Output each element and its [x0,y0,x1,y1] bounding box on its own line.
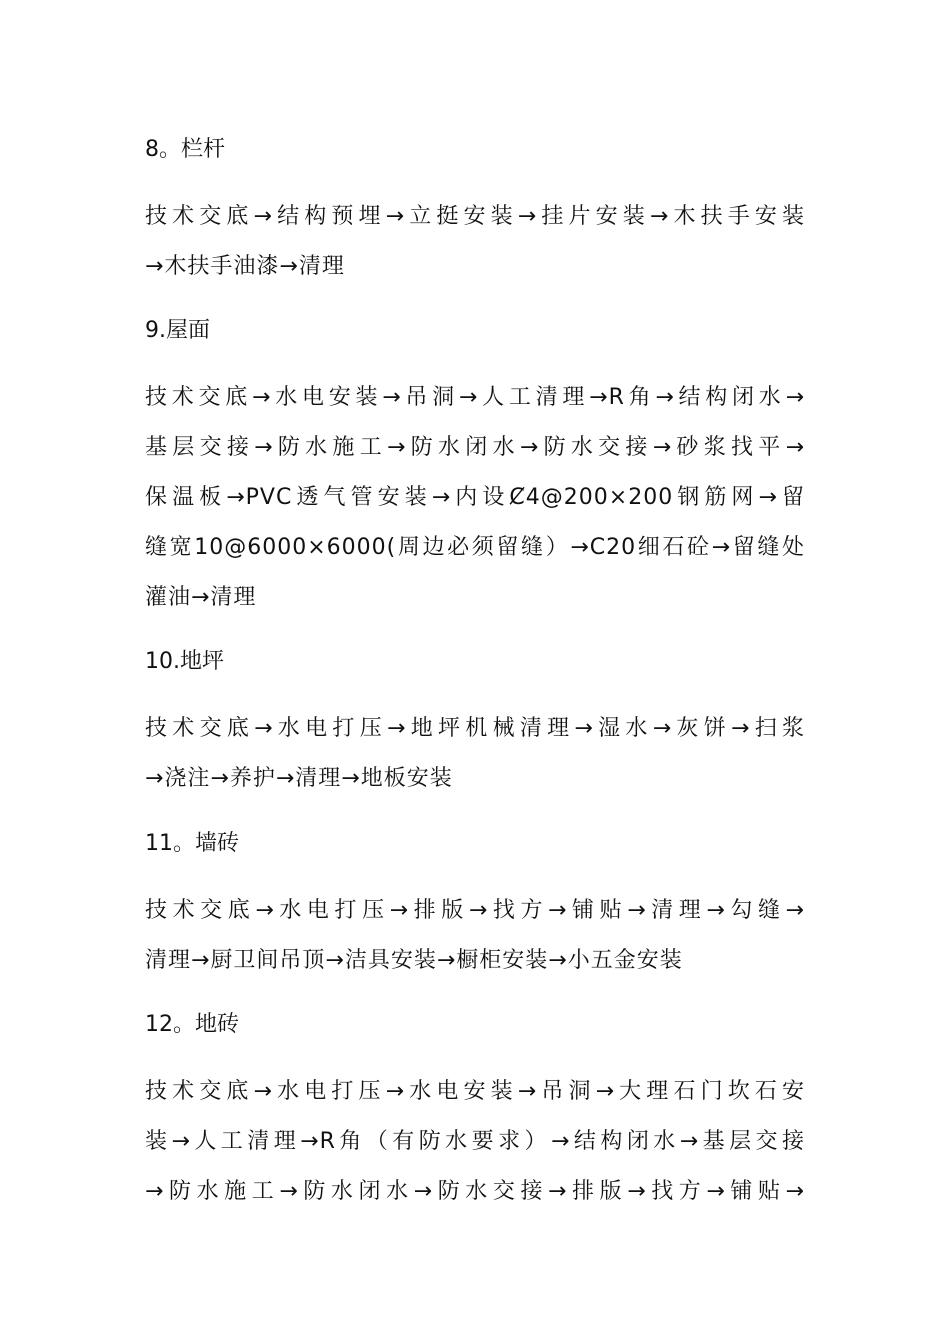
section-heading-floor-base: 10.地坪 [145,649,224,674]
section-heading-wall-tile: 11。墙砖 [145,831,239,856]
section-heading-railing: 8。栏杆 [145,137,225,162]
paragraph-line: 技术交底→结构预埋→立挺安装→挂片安装→木扶手安装 [145,204,805,229]
paragraph-line: 技术交底→水电打压→排版→找方→铺贴→清理→勾缝→ [145,898,805,923]
paragraph-line: →木扶手油漆→清理 [145,254,345,279]
paragraph-line: 缝宽10@6000×6000(周边必须留缝）→C20细石砼→留缝处 [145,535,805,560]
section-heading-roof: 9.屋面 [145,318,210,343]
paragraph-line: 保温板→PVC透气管安装→内设Ȼ4@200×200钢筋网→留 [145,485,805,510]
paragraph-line: 技术交底→水电打压→地坪机械清理→湿水→灰饼→扫浆 [145,716,805,741]
paragraph-line: →浇注→养护→清理→地板安装 [145,766,453,791]
paragraph-line: →防水施工→防水闭水→防水交接→排版→找方→铺贴→ [145,1179,805,1204]
section-paragraph-wall-tile [145,886,805,986]
section-heading-floor-tile: 12。地砖 [145,1012,239,1037]
section-paragraph-floor-tile [145,1067,805,1217]
section-paragraph-floor-base [145,704,805,804]
paragraph-line: 技术交底→水电打压→水电安装→吊洞→大理石门坎石安 [145,1079,805,1104]
section-paragraph-roof [145,373,805,623]
paragraph-line: 基层交接→防水施工→防水闭水→防水交接→砂浆找平→ [145,435,805,460]
paragraph-line: 清理→厨卫间吊顶→洁具安装→橱柜安装→小五金安装 [145,948,683,973]
section-paragraph-railing [145,192,805,292]
paragraph-line: 灌油→清理 [145,585,257,610]
paragraph-line: 技术交底→水电安装→吊洞→人工清理→R角→结构闭水→ [145,385,805,410]
paragraph-line: 装→人工清理→R角（有防水要求）→结构闭水→基层交接 [145,1129,805,1154]
